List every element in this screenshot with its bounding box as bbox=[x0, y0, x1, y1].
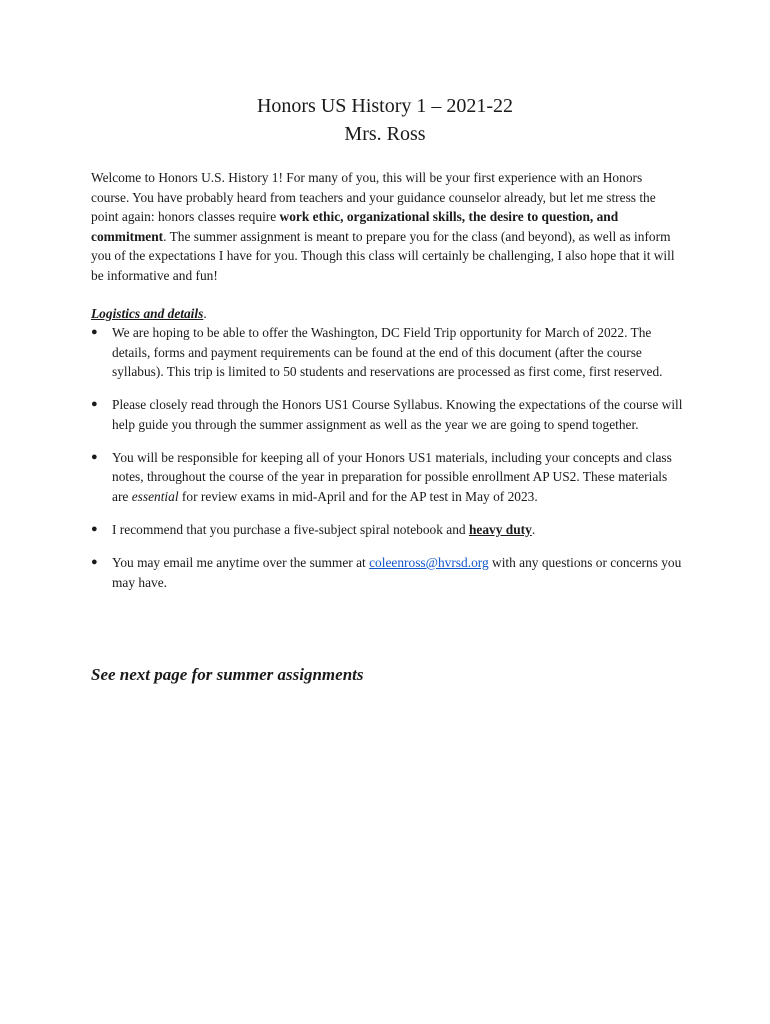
bullet-icon: ● bbox=[91, 398, 98, 411]
title-block bbox=[0, 92, 770, 148]
bullet-icon: ● bbox=[91, 555, 98, 568]
intro-text-end: . The summer assignment is meant to prepare you for the class (and beyond), as well as inform you of the expectations I have for you. Though this class will certainly be challenging, I also hope that it will be informative and fun! bbox=[91, 228, 675, 283]
next-page-note: See next page for summer assignments bbox=[91, 665, 364, 684]
list-item-text bbox=[112, 450, 672, 504]
heavy-duty-emphasis: heavy duty bbox=[468, 521, 532, 537]
bullet-icon: ● bbox=[91, 522, 98, 535]
intro-emphasis: work ethic, organizational skills, the desire to question, and commitment bbox=[91, 209, 619, 244]
document-title: Honors US History 1 – 2021-22 bbox=[256, 95, 514, 117]
email-link[interactable]: coleenross@hvrsd.org bbox=[369, 554, 489, 570]
list-item-text: Please closely read through the Honors US1 Course Syllabus. Knowing the expectations of the course will help guide you through the summer assignment as well as the year we are going to spend together. bbox=[112, 397, 683, 432]
list-item bbox=[91, 323, 683, 382]
essential-emphasis: essential bbox=[131, 488, 179, 504]
bullet-icon: ● bbox=[91, 326, 98, 338]
list-item bbox=[91, 520, 683, 540]
list-item-text: We are hoping to be able to offer the Washington, DC Field Trip opportunity for March of 2022. The details, forms and payment requirements can be found at the end of this document (after the course syllabus). This trip is limited to 50 students and reservations are processed as first come, first reserved. bbox=[112, 325, 663, 380]
list-item-text-end: for review exams in mid-April and for the AP test in May of 2023. bbox=[178, 488, 538, 504]
logistics-heading bbox=[91, 304, 207, 324]
list-item-text-start: I recommend that you purchase a five-subject spiral notebook and bbox=[112, 521, 469, 537]
logistics-heading-suffix: . bbox=[203, 306, 207, 321]
list-item-text-end: with any questions or concerns you may have. bbox=[112, 554, 682, 590]
list-item bbox=[91, 448, 683, 507]
list-item bbox=[91, 553, 683, 592]
list-item-text-start: You will be responsible for keeping all of your Honors US1 materials, including your concepts and class notes, throughout the course of the year in preparation for possible enrollment AP US2. These materials are bbox=[112, 449, 672, 504]
intro-text-start: Welcome to Honors U.S. History 1! For many of you, this will be your first experience with an Honors course. You have probably heard from teachers and your guidance counselor already, but let me stress the point again: honors classes require bbox=[91, 170, 656, 225]
logistics-list bbox=[91, 323, 683, 605]
list-item-text bbox=[112, 555, 681, 590]
list-item-text-start: You may email me anytime over the summer at bbox=[112, 554, 370, 570]
teacher-name: Mrs. Ross bbox=[344, 123, 426, 145]
bullet-icon: ● bbox=[91, 450, 98, 463]
list-item bbox=[91, 395, 683, 434]
list-item-text-end: . bbox=[531, 521, 536, 537]
intro-paragraph bbox=[91, 168, 683, 286]
list-item-text bbox=[112, 522, 535, 537]
logistics-heading-text: Logistics and details bbox=[91, 306, 204, 321]
